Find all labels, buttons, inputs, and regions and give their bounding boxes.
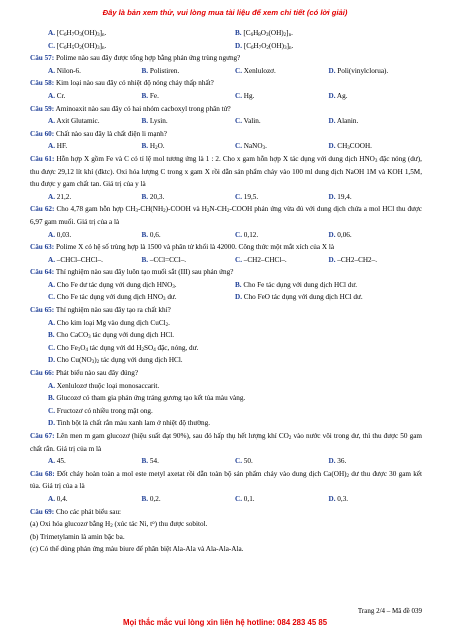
question-59: Câu 59: Aminoaxit nào sau đây có hai nhóm cacboxyl trong phân tử? xyxy=(30,104,231,113)
preview-banner: Đây là bản xem thử, vui lòng mua tài liệu để xem chi tiết (có lời giải) xyxy=(102,8,348,17)
option: C. Fructozơ có nhiều trong mật ong. xyxy=(48,406,153,415)
options-row: C. Cho Fe tác dụng với dung dịch $HNO_3$ dư. D. Cho FeO tác dụng với dung dịch HCl dư. xyxy=(48,293,363,303)
options-row: A. 0,03. B. 0,6. C. 0,12. D. 0,06. xyxy=(48,230,352,239)
options-row: A. Cho Fe dư tác dụng với dung dịch $HNO_3$. B. Cho Fe tác dụng với dung dịch HCl dư. xyxy=(48,280,358,290)
options-row: A. 45. B. 54. C. 50. D. 36. xyxy=(48,457,347,466)
option: C. Cho $Fe_3O_4$ tác dụng với dd $H_2SO_4$ đặc, nóng, dư. xyxy=(48,343,199,353)
options-row: A. HF. B. $H_2O$. C. NaNO$_3$. D. $CH_3COOH$. xyxy=(48,142,372,152)
options-row xyxy=(30,27,422,40)
options-row: A. Cr. B. Fe. C. Hg. D. Ag. xyxy=(48,91,348,100)
option: A. $[C_6H_7O_3(OH)_3]_n$. xyxy=(48,29,107,38)
options-row: A. 21,2. B. 20,3. C. 19,5. D. 19,4. xyxy=(48,192,352,201)
question-68: Câu 68: Đốt cháy hoàn toàn a mol este metyl axetat rồi dẫn toàn bộ sản phẩm cháy vào dung dịch $Ca(OH)_2$ dư thu được 30 gam kết tủa. Giá trị của a là xyxy=(30,469,422,491)
option: B. Glucozơ có tham gia phản ứng tráng gương tạo kết tủa màu vàng. xyxy=(48,394,246,403)
option: B. $[C_6H_8O_3(OH)_2]_n$. xyxy=(235,29,293,38)
options-row xyxy=(30,40,422,53)
question-58: Câu 58: Kim loại nào sau đây có nhiệt độ nóng chảy thấp nhất? xyxy=(30,79,214,88)
option: A. Xenlulozơ thuộc loại monosaccarit. xyxy=(48,381,160,390)
options-row: A. Axit Glutamic. B. Lysin. C. Valin. D. Alanin. xyxy=(48,117,359,126)
question-63: Câu 63: Polime X có hệ số trùng hợp là 1500 và phân tử khối là 42000. Công thức một mắt xích của X là xyxy=(30,243,335,252)
exam-content xyxy=(30,27,422,556)
question-61: Câu 61: Hỗn hợp X gồm Fe và C có tỉ lệ mol tương ứng là 1 : 2. Cho x gam hỗn hợp X tác dụng với dung dịch $HNO_3$ đặc nóng (dư), thu được 29,12 lít khí (đktc). Oxi hóa lượng C trong x gam X rồi dẫn sản phẩm cháy vào 100 ml dung dịch NaOH 1M và KOH 1,5M, thu được y gam chất tan. Giá trị của y là xyxy=(30,154,422,189)
question-60: Câu 60: Chất nào sau đây là chất điện li mạnh? xyxy=(30,129,167,138)
question-57: Câu 57: Polime nào sau đây được tổng hợp bằng phản ứng trùng ngưng? xyxy=(30,54,241,63)
option: A. Cho kim loại Mg vào dung dịch CuCl$_2$. xyxy=(48,318,170,328)
options-row: A. 0,4. B. 0,2. C. 0,1. D. 0,3. xyxy=(48,494,349,503)
hotline-banner: Mọi thắc mắc vui lòng xin liên hệ hotline: 084 283 45 85 xyxy=(122,618,328,627)
statement: (c) Có thể dùng phản ứng màu biure để phân biệt Ala-Ala và Ala-Ala-Ala. xyxy=(30,545,244,554)
statement: (a) Oxi hóa glucozơ bằng $H_2$ (xúc tác Ni, $t^o$) thu được sobitol. xyxy=(30,520,208,530)
question-65: Câu 65: Thí nghiệm nào sau đây tạo ra chất khí? xyxy=(30,306,171,315)
question-69: Câu 69: Cho các phát biểu sau: xyxy=(30,507,122,516)
option: D. $[C_6H_7O_2(OH)_3]_n$. xyxy=(235,41,294,51)
question-64: Câu 64: Thí nghiệm nào sau đây luôn tạo muối sắt (III) sau phản ứng? xyxy=(30,268,234,277)
question-66: Câu 66: Phát biểu nào sau đây đúng? xyxy=(30,369,139,378)
option: B. Cho CaCO$_3$ tác dụng với dung dịch HCl. xyxy=(48,331,175,341)
question-67: Câu 67: Lên men m gam glucozơ (hiệu suất đạt 90%), sau đó hấp thụ hết lượng khí $CO_2$ vào nước vôi trong dư, thì thu được 50 gam chất rắn. Giá trị của m là xyxy=(30,432,422,453)
page-number: Trang 2/4 – Mã đề 039 xyxy=(357,607,422,615)
option: D. Tinh bột là chất rắn màu xanh lam ở nhiệt độ thường. xyxy=(48,419,211,428)
options-row: A. –CHCl–CHCl–. B. –CCl=CCl–. C. –CH2–CHCl–. D. –CH2–CH2–. xyxy=(48,255,378,264)
option: D. Cho $Cu(NO_3)_2$ tác dụng với dung dịch HCl. xyxy=(48,356,183,366)
statement: (b) Trimetylamin là amin bậc ba. xyxy=(30,532,125,541)
option: C. $[C_6H_5O_2(OH)_3]_n$. xyxy=(48,41,107,51)
question-62: Câu 62: Cho 4,78 gam hỗn hợp $CH_3-CH(NH_2)$-COOH và $H_2N-CH_2$-COOH phản ứng vừa đủ với dung dịch chứa a mol HCl thu được 6,97 gam muối. Giá trị của a là xyxy=(30,205,422,226)
options-row: A. Nilon-6. B. Polistiren. C. Xenlulozơ. D. Poli(vinylclorua). xyxy=(48,66,389,75)
